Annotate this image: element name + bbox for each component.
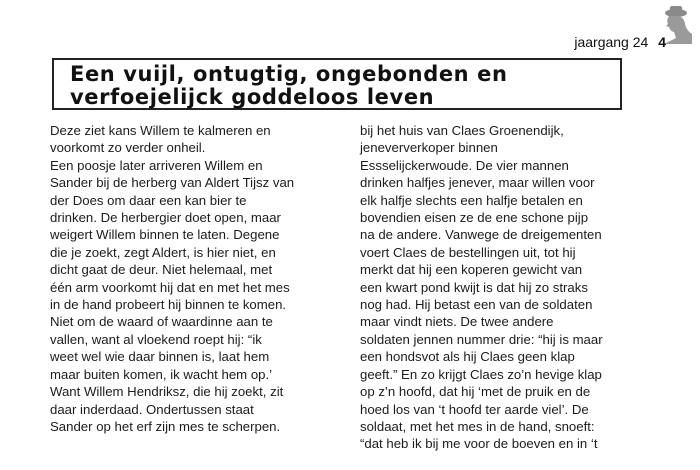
text-line: hoed los van ‘t hoofd ter aarde viel’. De bbox=[360, 401, 589, 417]
volume-number: 24 bbox=[632, 34, 649, 50]
volume-label: jaargang bbox=[574, 34, 629, 50]
text-line: elk halfje slechts een halfje betalen en bbox=[360, 192, 583, 208]
text-line: geeft.” En zo krijgt Claes zo’n hevige klap bbox=[360, 366, 602, 382]
text-line: Sander op het erf zijn mes te scherpen. bbox=[50, 418, 281, 434]
right-text-column bbox=[360, 122, 660, 453]
text-line: jeneververkoper binnen bbox=[360, 140, 498, 156]
article-title-box bbox=[52, 58, 622, 110]
text-line: Een poosje later arriveren Willem en bbox=[50, 157, 263, 173]
page-number: 4 bbox=[658, 34, 666, 50]
text-line: soldaten jennen nummer drie: “hij is maar bbox=[360, 331, 603, 347]
text-line: een kwart pond kwijt is dat hij zo straks bbox=[360, 279, 588, 295]
text-line: bij het huis van Claes Groenendijk, bbox=[360, 123, 564, 138]
left-text-column bbox=[50, 122, 340, 435]
text-line: “dat heb ik bij me voor de boeven en in ‘t bbox=[360, 436, 598, 452]
text-line: bovendien eisen ze de ene schone pijp bbox=[360, 210, 589, 226]
text-line: Essselijckerwoude. De vier mannen bbox=[360, 157, 569, 173]
page-header bbox=[574, 34, 666, 50]
article-title-line-2: verfoejelijck goddeloos leven bbox=[70, 85, 435, 109]
text-line: Want Willem Hendriksz, die hij zoekt, zit bbox=[50, 384, 284, 400]
article-title-line-1: Een vuijl, ontugtig, ongebonden en bbox=[70, 62, 508, 86]
text-line: maar buiten komen, ik wacht hem op.’ bbox=[50, 366, 273, 382]
text-line: na de andere. Vanwege de dreigementen bbox=[360, 227, 602, 243]
text-line: op z’n hoofd, dat hij ‘met de pruik en de bbox=[360, 384, 591, 400]
article-title bbox=[70, 63, 620, 109]
text-line: weigert Willem binnen te laten. Degene bbox=[50, 227, 280, 243]
text-line: Deze ziet kans Willem te kalmeren en bbox=[50, 123, 271, 138]
text-line: weet wel wie daar binnen is, laat hem bbox=[50, 349, 270, 365]
text-line: één arm voorkomt hij dat en met het mes bbox=[50, 279, 290, 295]
text-line: in de hand probeert hij binnen te komen. bbox=[50, 297, 287, 313]
text-line: Niet om de waard of waardinne aan te bbox=[50, 314, 273, 330]
text-line: Sander bij de herberg van Aldert Tijsz van bbox=[50, 175, 295, 191]
text-line: een hondsvot als hij Claes geen klap bbox=[360, 349, 575, 365]
text-line: dicht gaat de deur. Niet helemaal, met bbox=[50, 262, 273, 278]
text-line: drinken. De herbergier doet open, maar bbox=[50, 210, 281, 226]
text-line: nog had. Hij betast een van de soldaten bbox=[360, 297, 593, 313]
text-line: drinken halfjes jenever, maar willen voor bbox=[360, 175, 595, 191]
text-line: der Does om daar een kan bier te bbox=[50, 192, 247, 208]
text-line: vallen, want al vloekend roept hij: “ik bbox=[50, 331, 262, 347]
text-line: voert Claes de bestellingen uit, tot hij bbox=[360, 244, 576, 260]
text-line: soldaat, met het mes in de hand, snoeft: bbox=[360, 418, 595, 434]
text-line: daar inderdaad. Ondertussen staat bbox=[50, 401, 254, 417]
text-line: die je zoekt, zegt Aldert, is hier niet, en bbox=[50, 244, 276, 260]
text-line: merkt dat hij een koperen gewicht van bbox=[360, 262, 583, 278]
text-line: voorkomt zo verder onheil. bbox=[50, 140, 206, 156]
text-line: maar vindt niets. De twee andere bbox=[360, 314, 554, 330]
